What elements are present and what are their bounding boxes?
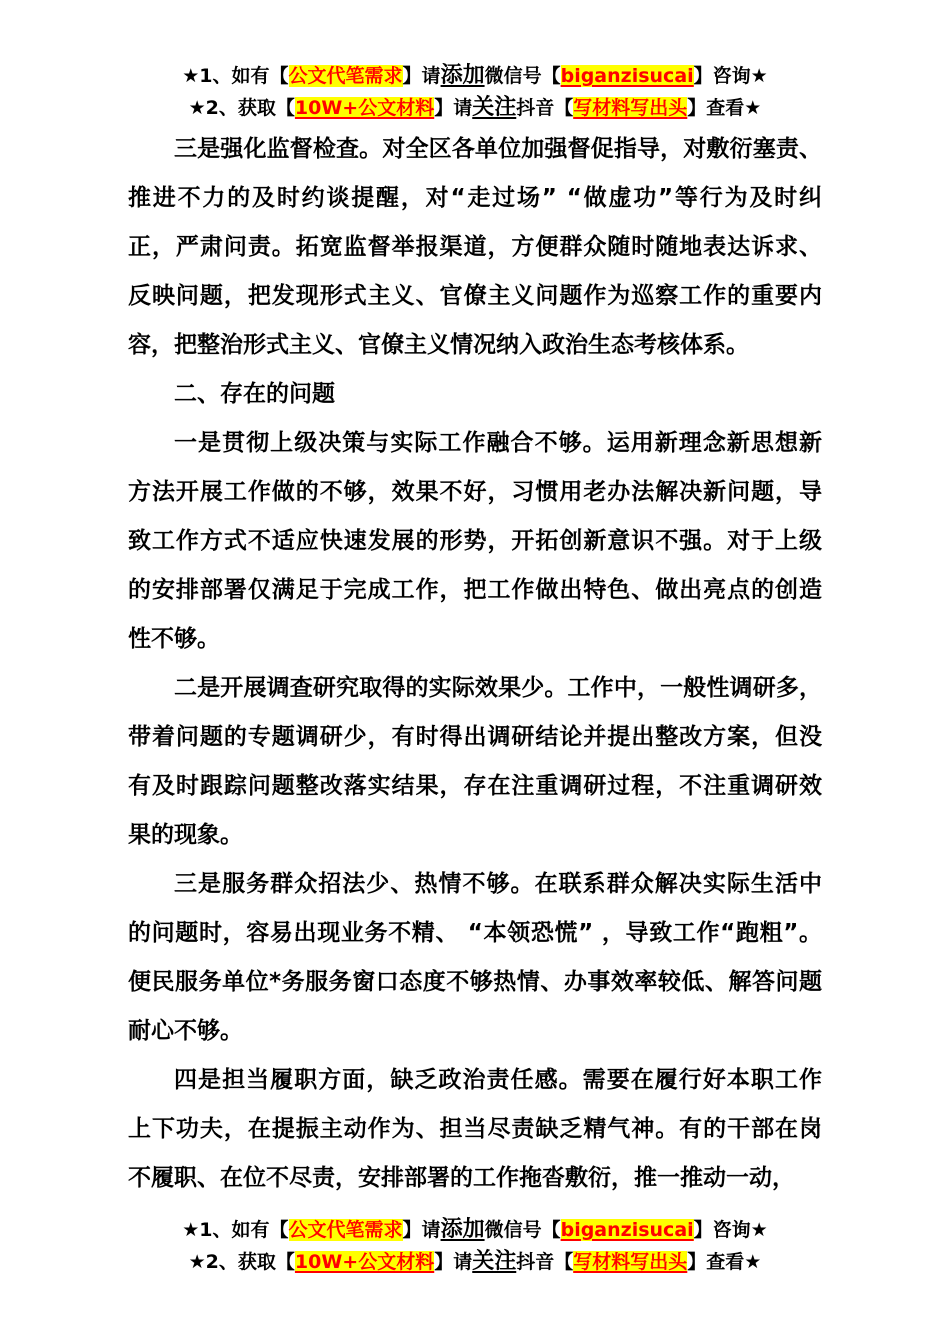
promo-text: ★2、获取【 — [188, 97, 295, 119]
promo-highlight-text: 公文代笔需求 — [288, 65, 403, 87]
text-line: 方法开展工作做的不够，效果不好，习惯用老办法解决新问题，导 — [128, 479, 822, 505]
promo-highlight-text: biganzisucai — [560, 65, 694, 87]
promo-highlight-text: 添加 — [440, 63, 485, 88]
text-line: 的安排部署仅满足于完成工作，把工作做出特色、做出亮点的创造 — [128, 577, 822, 603]
promo-highlight-text: 公文代笔需求 — [288, 1219, 403, 1241]
text-line: 致工作方式不适应快速发展的形势，开拓创新意识不强。对于上级 — [128, 528, 822, 554]
text-line: 二是开展调查研究取得的实际效果少。工作中，一般性调研多， — [174, 675, 822, 701]
text-line: 不履职、在位不尽责，安排部署的工作拖沓敷衍，推一推动一动， — [128, 1165, 795, 1191]
promo-text: 】查看★ — [687, 1251, 762, 1273]
promo-text: ★1、如有【 — [182, 1219, 289, 1241]
promo-text: ★2、获取【 — [188, 1251, 295, 1273]
paragraph — [128, 664, 822, 860]
promo-header — [0, 0, 950, 124]
text-line: 有及时跟踪问题整改落实结果，存在注重调研过程，不注重调研效 — [128, 773, 822, 799]
text-line: 带着问题的专题调研少，有时得出调研结论并提出整改方案，但没 — [128, 724, 822, 750]
promo-line-2 — [0, 92, 950, 124]
paragraph — [128, 860, 822, 1056]
text-line: 推进不力的及时约谈提醒，对“走过场” “做虚功”等行为及时纠 — [128, 185, 822, 211]
promo-text: 】查看★ — [687, 97, 762, 119]
promo-text: 】请 — [402, 65, 441, 87]
promo-highlight-text: 10W+公文材料 — [294, 97, 435, 119]
section-heading — [128, 370, 822, 419]
text-line: 二、存在的问题 — [174, 381, 335, 407]
text-line: 上下功夫，在提振主动作为、担当尽责缺乏精气神。有的干部在岗 — [128, 1116, 822, 1142]
promo-text: 抖音【 — [516, 97, 574, 119]
promo-text: 微信号【 — [484, 1219, 561, 1241]
promo-footer — [0, 1214, 950, 1278]
text-line: 一是贯彻上级决策与实际工作融合不够。运用新理念新思想新 — [174, 430, 822, 456]
document-body — [128, 125, 822, 1203]
text-line: 性不够。 — [128, 626, 220, 652]
paragraph — [128, 1056, 822, 1203]
promo-highlight-text: 关注 — [472, 1249, 517, 1274]
promo-text: 抖音【 — [516, 1251, 574, 1273]
promo-highlight-text: 关注 — [472, 95, 517, 120]
text-line: 便民服务单位*务服务窗口态度不够热情、办事效率较低、解答问题 — [128, 969, 822, 995]
promo-text: 】咨询★ — [693, 1219, 768, 1241]
promo-text: 】请 — [434, 97, 473, 119]
promo-highlight-text: 添加 — [440, 1217, 485, 1242]
promo-text: 】请 — [434, 1251, 473, 1273]
promo-highlight-text: biganzisucai — [560, 1219, 694, 1241]
promo-highlight-text: 10W+公文材料 — [294, 1251, 435, 1273]
text-line: 容，把整治形式主义、官僚主义情况纳入政治生态考核体系。 — [128, 332, 749, 358]
promo-text: ★1、如有【 — [182, 65, 289, 87]
promo-text: 微信号【 — [484, 65, 561, 87]
text-line: 正，严肃问责。拓宽监督举报渠道，方便群众随时随地表达诉求、 — [128, 234, 822, 260]
text-line: 耐心不够。 — [128, 1018, 243, 1044]
promo-line-2 — [0, 1246, 950, 1278]
promo-line-1 — [0, 1214, 950, 1246]
promo-highlight-text: 写材料写出头 — [573, 97, 688, 119]
text-line: 的问题时，容易出现业务不精、 “本领恐慌” ，导致工作“跑粗”。 — [128, 920, 822, 946]
text-line: 三是强化监督检查。对全区各单位加强督促指导，对敷衍塞责、 — [174, 136, 822, 162]
promo-text: 】请 — [402, 1219, 441, 1241]
text-line: 反映问题，把发现形式主义、官僚主义问题作为巡察工作的重要内 — [128, 283, 822, 309]
paragraph — [128, 125, 822, 370]
promo-text: 】咨询★ — [693, 65, 768, 87]
paragraph — [128, 419, 822, 664]
text-line: 三是服务群众招法少、热情不够。在联系群众解决实际生活中 — [174, 871, 822, 897]
text-line: 四是担当履职方面，缺乏政治责任感。需要在履行好本职工作 — [174, 1067, 822, 1093]
text-line: 果的现象。 — [128, 822, 243, 848]
promo-highlight-text: 写材料写出头 — [573, 1251, 688, 1273]
promo-line-1 — [0, 60, 950, 92]
